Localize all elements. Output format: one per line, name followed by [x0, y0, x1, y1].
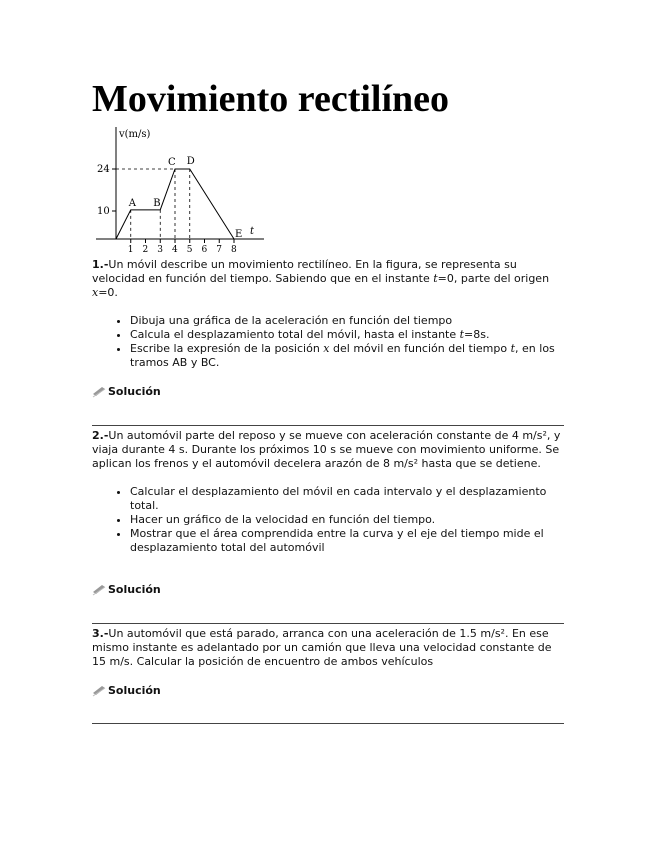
page-title: Movimiento rectilíneo	[92, 78, 450, 120]
pencil-icon	[92, 684, 107, 698]
x-tick-label: 2	[142, 245, 149, 255]
x-tick-label: 3	[157, 245, 163, 255]
pencil-icon	[92, 583, 107, 597]
divider	[92, 425, 564, 426]
x-tick-label: 6	[201, 245, 208, 255]
solution-link-2[interactable]	[92, 583, 161, 597]
divider	[92, 623, 564, 624]
point-label: B	[153, 197, 161, 209]
problem-3	[92, 627, 564, 669]
solution-link-3[interactable]	[92, 684, 161, 698]
solution-label: Solución	[108, 583, 161, 596]
solution-link-1[interactable]	[92, 385, 161, 399]
point-label: D	[186, 156, 195, 168]
x-ticks	[128, 239, 237, 255]
problem-2-task: • Hacer un gráfico de la velocidad en función del tiempo.	[130, 513, 564, 527]
problem-3-text: Un automóvil que está parado, arranca con una aceleración de 1.5 m/s². En ese mismo instante es adelantado por un camión que lleva una velocidad constante de 15 m/s. Calcular la posición de encuentro de ambos vehículos	[92, 627, 552, 668]
x-axis-label: t	[250, 226, 255, 237]
divider	[92, 723, 564, 724]
velocity-time-graph	[92, 125, 272, 255]
point-label: E	[235, 229, 243, 240]
problem-3-statement	[92, 627, 564, 669]
problem-2-number: 2.-	[92, 429, 109, 442]
pencil-icon	[92, 385, 107, 399]
y-tick-10: 10	[97, 206, 110, 217]
problem-1-task: • Dibuja una gráfica de la aceleración en función del tiempo	[130, 314, 564, 328]
problem-1-task: • Escribe la expresión de la posición x del móvil en función del tiempo t, en los tramos AB y BC.	[130, 342, 564, 370]
problem-1-tasks	[92, 314, 564, 370]
problem-1-statement	[92, 258, 564, 300]
problem-2	[92, 429, 564, 555]
graph-svg	[92, 125, 272, 255]
problem-1-number: 1.-	[92, 258, 109, 271]
point-label: A	[128, 197, 136, 209]
solution-label: Solución	[108, 385, 161, 398]
y-tick-24: 24	[97, 164, 110, 175]
y-axis-label: v(m/s)	[119, 129, 151, 140]
x-tick-label: 7	[216, 245, 222, 255]
x-tick-label: 4	[172, 245, 178, 255]
problem-2-tasks	[92, 485, 564, 555]
problem-1	[92, 258, 564, 370]
problem-3-number: 3.-	[92, 627, 109, 640]
x-tick-label: 5	[186, 245, 193, 255]
problem-2-statement	[92, 429, 564, 471]
x-tick-label: 1	[127, 245, 134, 255]
problem-2-text: Un automóvil parte del reposo y se mueve con aceleración constante de 4 m/s², y viaja durante 4 s. Durante los próximos 10 s se mueve con movimiento uniforme. Se aplican los frenos y el automóvil decelera arazón de 8 m/s² hasta que se detiene.	[92, 429, 561, 470]
problem-1-task: • Calcula el desplazamiento total del móvil, hasta el instante t=8s.	[130, 328, 564, 342]
problem-2-task: • Calcular el desplazamiento del móvil en cada intervalo y el desplazamiento total.	[130, 485, 564, 513]
solution-label: Solución	[108, 684, 161, 697]
x-tick-label: 8	[231, 245, 237, 255]
problem-2-task: • Mostrar que el área comprendida entre la curva y el eje del tiempo mide el desplazamiento total del automóvil	[130, 527, 564, 555]
point-label: C	[168, 157, 176, 169]
problem-1-text: Un móvil describe un movimiento rectilíneo. En la figura, se representa su velocidad en función del tiempo. Sabiendo que en el instante t=0, parte del origen x=0.	[92, 258, 550, 299]
